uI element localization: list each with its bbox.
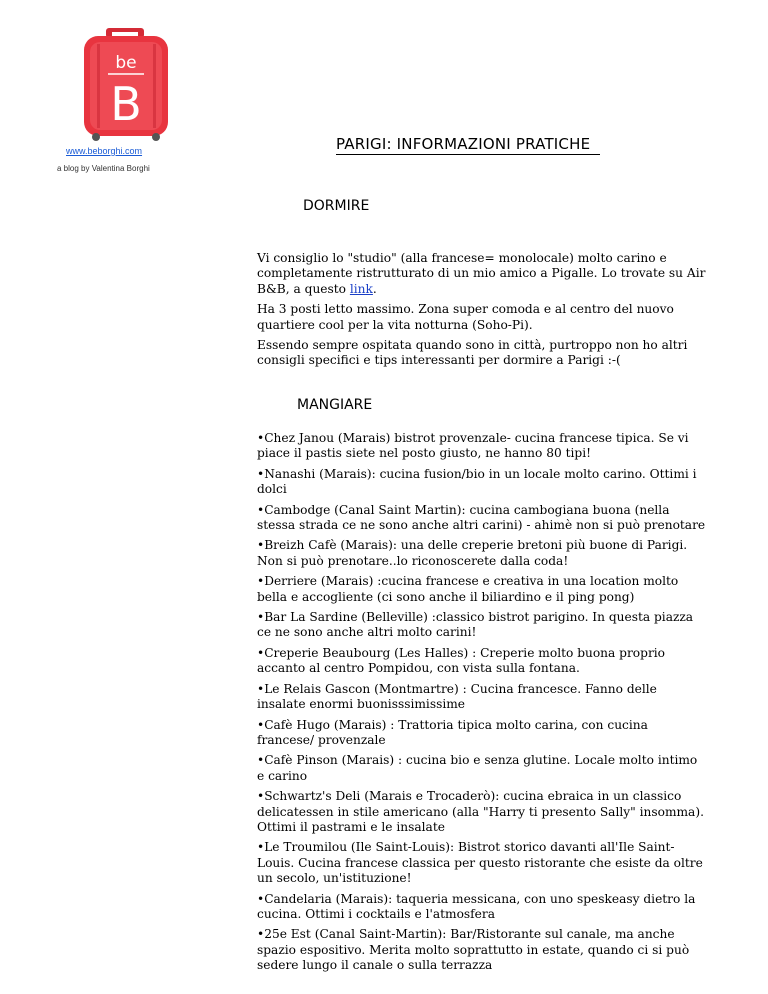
list-item: •Cafè Pinson (Marais) : cucina bio e senza glutine. Locale molto intimo e carino — [257, 753, 698, 783]
byline: a blog by Valentina Borghi — [57, 164, 150, 173]
list-item: •Nanashi (Marais): cucina fusion/bio in un locale molto carino. Ottimi i dolci — [257, 466, 697, 497]
svg-text:be: be — [115, 53, 137, 73]
section-heading-dormire: DORMIRE — [303, 198, 370, 214]
dormire-paragraph — [257, 251, 707, 297]
svg-text:B: B — [110, 77, 142, 131]
mangiare-list — [257, 431, 707, 979]
list-item: •Chez Janou (Marais) bistrot provenzale- cucina francese tipica. Se vi piace il pastis siete nel posto giusto, ne hanno 80 tipi! — [257, 431, 689, 461]
text-span: Vi consiglio lo "studio" (alla francese= monolocale) molto carino e completamente ristrutturato di un mio amico a Pigalle. Lo trovate su Air B&B, a questo — [257, 251, 706, 296]
list-item: •Derriere (Marais) :cucina francese e creativa in una location molto bella e accogliente (ci sono anche il biliardino e il ping pong) — [257, 574, 679, 604]
dormire-text — [257, 251, 707, 374]
list-item: •Creperie Beaubourg (Les Halles) : Creperie molto buona proprio accanto al centro Pompidou, con vista sulla fontana. — [257, 645, 666, 676]
page-title: PARIGI: INFORMAZIONI PRATICHE — [336, 135, 600, 155]
beborghi-logo — [68, 24, 188, 144]
list-item: •Schwartz's Deli (Marais e Trocaderò): cucina ebraica in un classico delicatessen in stile americano (alla "Harry ti presento Sally" insomma). Ottimi il pastrami e le insalate — [257, 789, 704, 834]
site-url-link[interactable]: www.beborghi.com — [66, 146, 143, 156]
list-item: •Candelaria (Marais): taqueria messicana, con uno speskeasy dietro la cucina. Ottimi i cocktails e l'atmosfera — [257, 891, 696, 921]
suitcase-icon — [68, 24, 188, 144]
list-item: •Cambodge (Canal Saint Martin): cucina cambogiana buona (nella stessa strada ce ne sono anche altri carini) - ahimè non si può prenotare — [257, 502, 706, 533]
list-item: •Breizh Cafè (Marais): una delle creperie bretoni più buone di Parigi. Non si può prenotare..lo riconoscerete dalla coda! — [257, 538, 688, 568]
list-item: •Le Relais Gascon (Montmartre) : Cucina francesce. Fanno delle insalate enormi buonisssimissime — [257, 681, 657, 712]
dormire-paragraph: Ha 3 posti letto massimo. Zona super comoda e al centro del nuovo quartiere cool per la vita notturna (Soho-Pi). — [257, 302, 674, 332]
list-item: •Le Troumilou (Ile Saint-Louis): Bistrot storico davanti all'Ile Saint-Louis. Cucina francese classica per questo ristorante che esiste da oltre un secolo, un'istituzione! — [257, 840, 703, 886]
dormire-paragraph: Essendo sempre ospitata quando sono in città, purtroppo non ho altri consigli specifici e tips interessanti per dormire a Parigi :-( — [257, 338, 688, 368]
list-item: •Bar La Sardine (Belleville) :classico bistrot parigino. In questa piazza ce ne sono anche altri molto carini! — [257, 610, 694, 640]
list-item: •Cafè Hugo (Marais) : Trattoria tipica molto carina, con cucina francese/ provenzale — [257, 717, 648, 747]
section-heading-mangiare: MANGIARE — [297, 397, 373, 413]
list-item: •25e Est (Canal Saint-Martin): Bar/Ristorante sul canale, ma anche spazio espositivo. Merita molto soprattutto in estate, quando ci si può sedere lungo il canale o sulla terrazza — [257, 927, 690, 973]
text-span: . — [372, 281, 377, 296]
airbnb-link[interactable]: link — [349, 281, 373, 296]
